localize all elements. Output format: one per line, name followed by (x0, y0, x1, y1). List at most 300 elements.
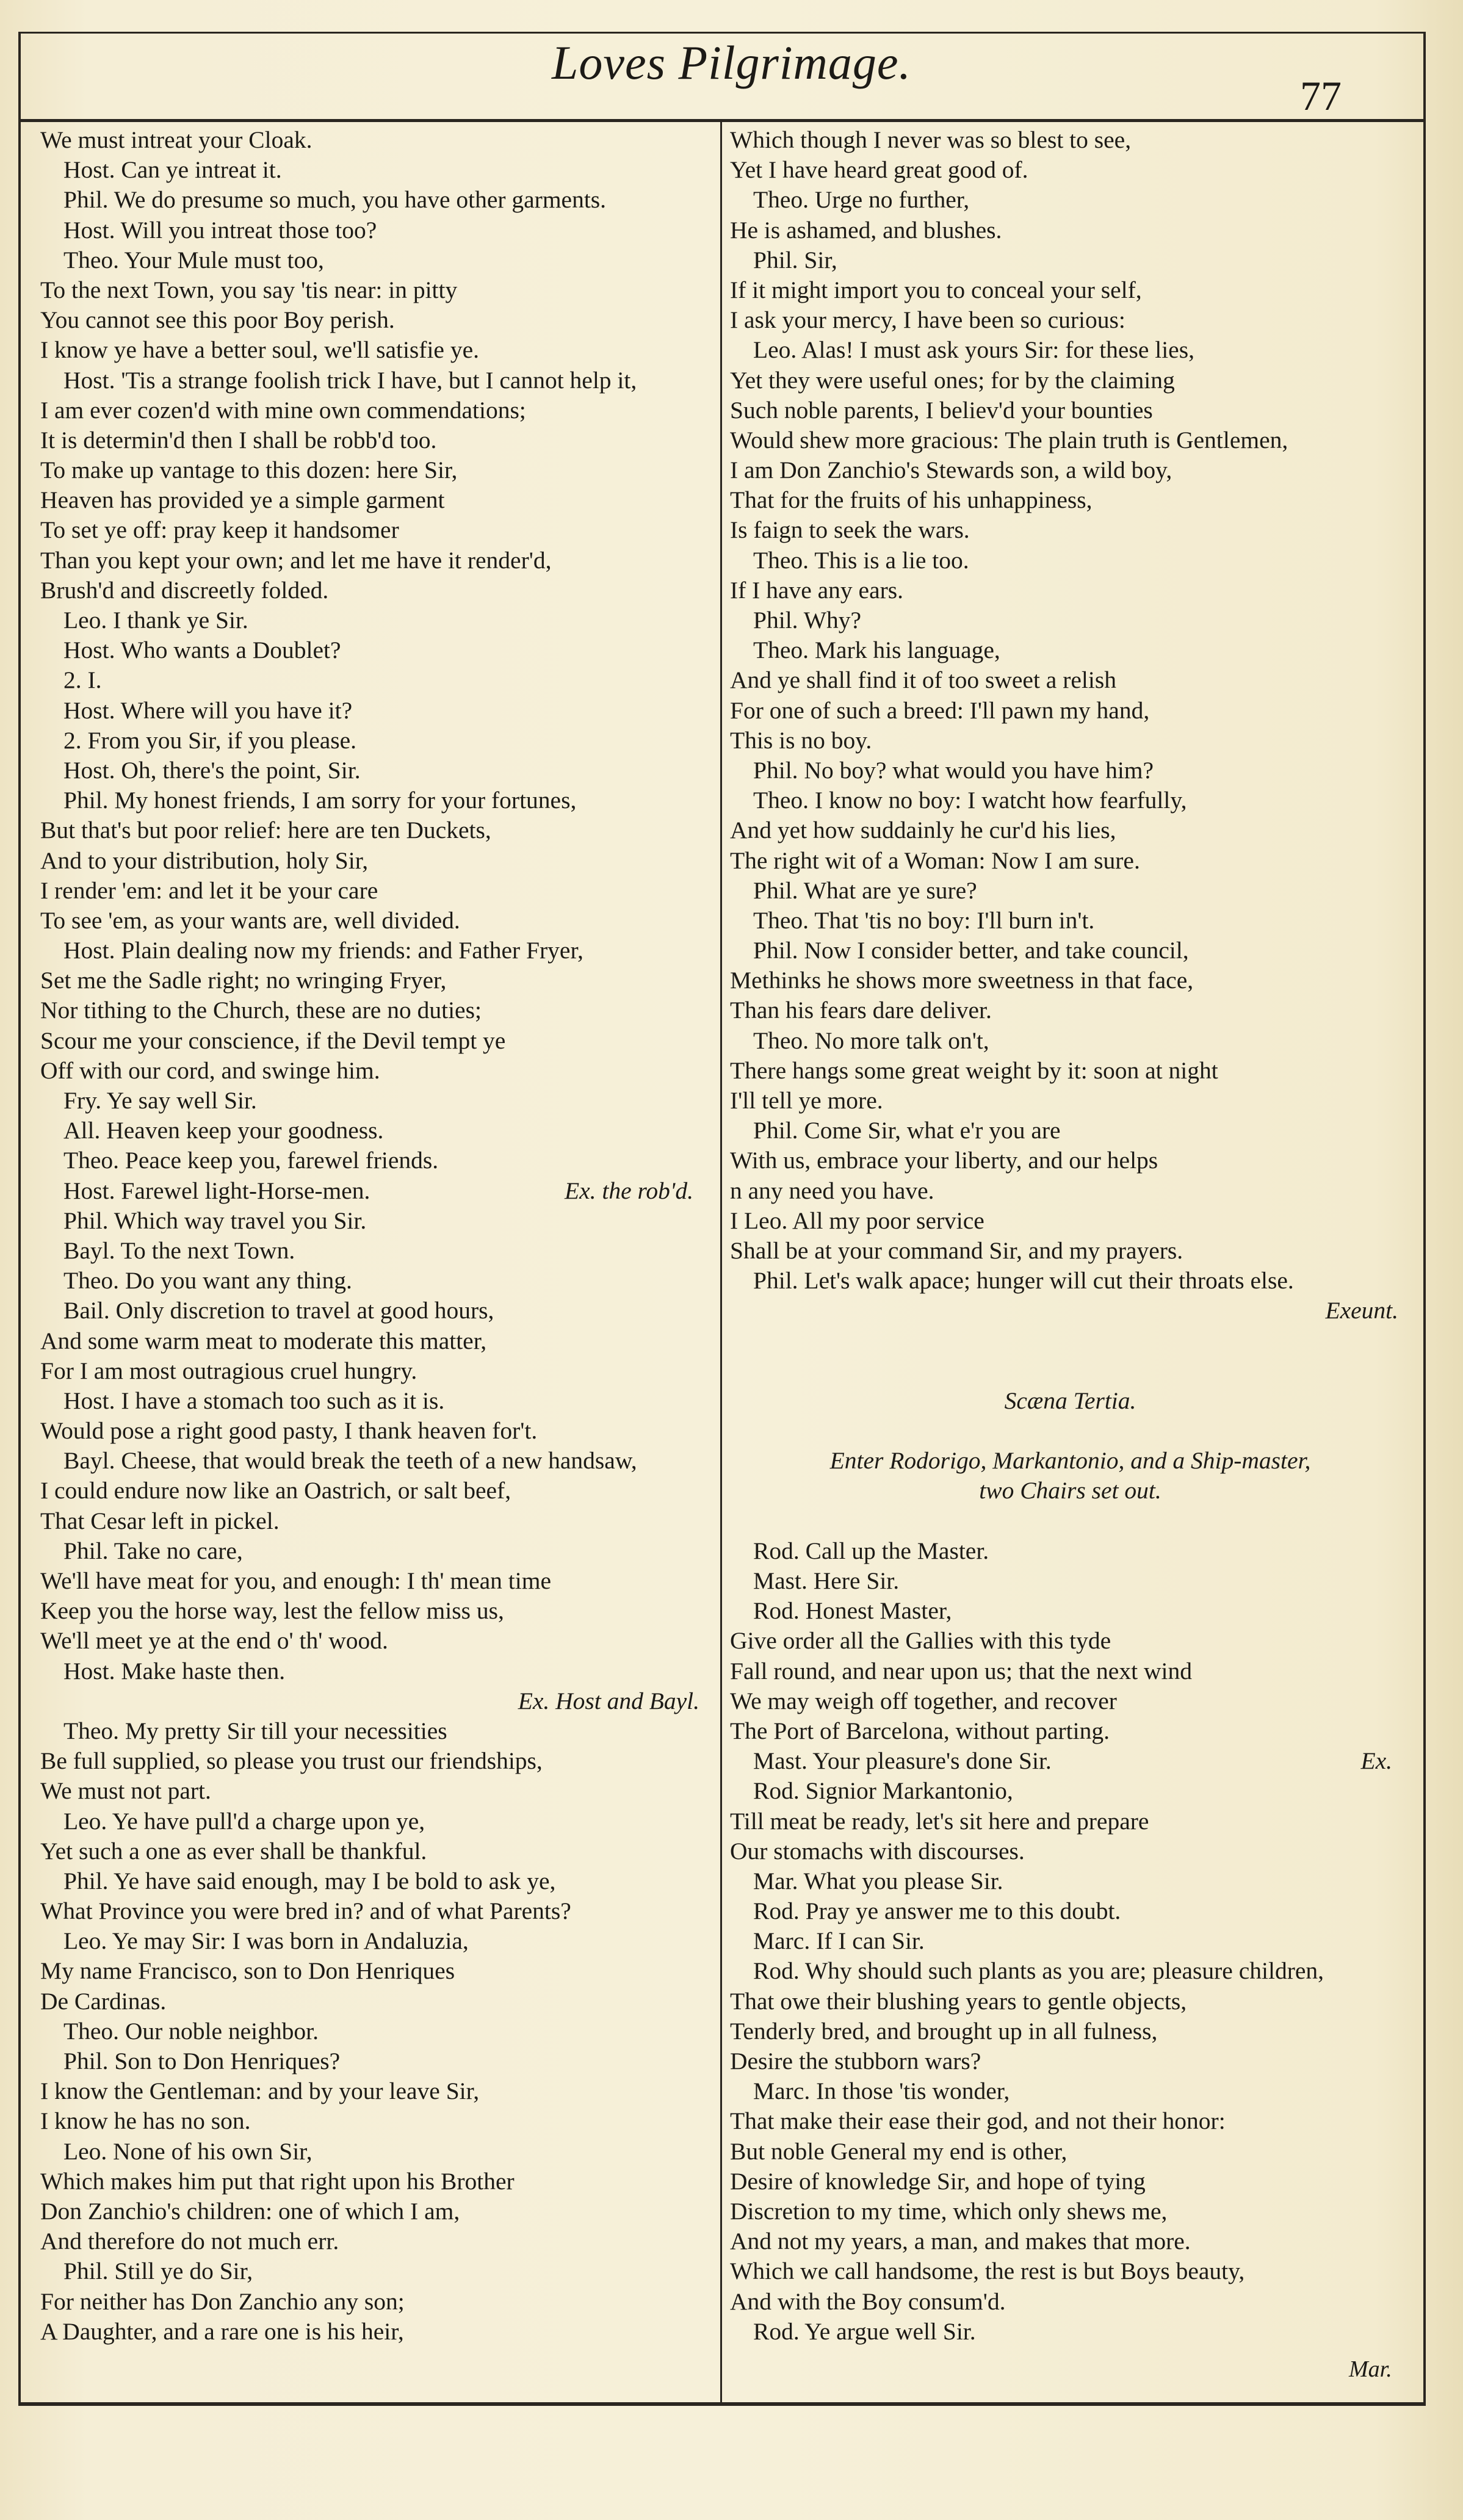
text-line (730, 1896, 1411, 1926)
text-line (730, 155, 1411, 185)
line-text: Host. Where will you have it? (63, 696, 353, 724)
line-text: Methinks he shows more sweetness in that face, (730, 967, 1194, 994)
text-line (40, 485, 712, 515)
line-text: All. Heaven keep your goodness. (63, 1117, 384, 1144)
line-text: Heaven has provided ye a simple garment (40, 486, 445, 514)
line-text: I'll tell ye more. (730, 1087, 883, 1114)
text-line (730, 515, 1411, 545)
line-text: For neither has Don Zanchio any son; (40, 2287, 405, 2315)
line-text: What Province you were bred in? and of what Parents? (40, 1897, 571, 1925)
line-text: Which though I never was so blest to see, (730, 126, 1132, 153)
text-line (40, 1176, 712, 1206)
text-line (730, 1686, 1411, 1716)
text-line (730, 1836, 1411, 1866)
text-line (40, 546, 712, 576)
text-line (730, 1236, 1411, 1266)
line-text: Phil. My honest friends, I am sorry for your fortunes, (63, 787, 577, 814)
line-text: Phil. Now I consider better, and take council, (753, 937, 1189, 964)
text-line (40, 1987, 712, 2016)
line-text: And with the Boy consum'd. (730, 2287, 1006, 2315)
left-column (40, 125, 712, 2347)
line-text: Exeunt. (1325, 1297, 1398, 1324)
line-text: Host. Oh, there's the point, Sir. (63, 756, 361, 784)
text-line (730, 1716, 1411, 1746)
line-text: My name Francisco, son to Don Henriques (40, 1957, 455, 1985)
text-line (730, 1416, 1411, 1446)
line-text: n any need you have. (730, 1177, 934, 1204)
line-text: To the next Town, you say 'tis near: in pitty (40, 276, 458, 303)
line-text: Theo. Peace keep you, farewel friends. (63, 1147, 439, 1174)
text-line (730, 906, 1411, 936)
line-text: Host. 'Tis a strange foolish trick I have, but I cannot help it, (63, 366, 637, 394)
line-text: We'll meet ye at the end o' th' wood. (40, 1627, 388, 1655)
catchword: Mar. (1349, 2356, 1392, 2382)
text-line (730, 1356, 1411, 1386)
text-line (730, 546, 1411, 576)
line-text: Rod. Call up the Master. (753, 1537, 989, 1564)
line-text: We may weigh off together, and recover (730, 1687, 1117, 1714)
line-text: I ask your mercy, I have been so curious: (730, 306, 1125, 334)
text-line (730, 756, 1411, 785)
line-text: That make their ease their god, and not their honor: (730, 2107, 1226, 2135)
line-text: 2. I. (63, 666, 102, 694)
line-text: If it might import you to conceal your self, (730, 276, 1142, 303)
text-line (40, 1776, 712, 1806)
line-text: Than his fears dare deliver. (730, 997, 992, 1024)
line-text: If I have any ears. (730, 576, 904, 604)
text-line (730, 245, 1411, 275)
text-line (40, 1746, 712, 1776)
line-text: Marc. In those 'tis wonder, (753, 2078, 1010, 2105)
line-text: Nor tithing to the Church, these are no duties; (40, 997, 482, 1024)
line-text: Phil. We do presume so much, you have other garments. (63, 186, 607, 214)
text-line (40, 1866, 712, 1896)
text-line (40, 576, 712, 605)
text-line (40, 455, 712, 485)
line-text: You cannot see this poor Boy perish. (40, 306, 395, 334)
line-text: Bayl. To the next Town. (63, 1237, 295, 1264)
text-line (730, 1386, 1411, 1416)
line-text: But noble General my end is other, (730, 2137, 1067, 2165)
text-line (40, 185, 712, 215)
text-line (40, 1807, 712, 1836)
text-line (40, 366, 712, 395)
text-line (40, 696, 712, 726)
text-line (730, 726, 1411, 756)
line-text: Which makes him put that right upon his Brother (40, 2167, 515, 2195)
line-text: 2. From you Sir, if you please. (63, 726, 357, 754)
text-line (730, 455, 1411, 485)
line-text: Phil. Sir, (753, 246, 837, 273)
line-text: Host. Plain dealing now my friends: and Father Fryer, (63, 937, 583, 964)
line-text: Host. Who wants a Doublet? (63, 637, 341, 664)
line-text: Our stomachs with discourses. (730, 1837, 1025, 1865)
text-line (730, 1086, 1411, 1116)
line-text: Theo. Our noble neighbor. (63, 2017, 319, 2045)
line-text: But that's but poor relief: here are ten Duckets, (40, 817, 491, 844)
line-text: Host. Will you intreat those too? (63, 216, 377, 244)
text-line (40, 1206, 712, 1236)
text-line (40, 1626, 712, 1656)
line-text: I am ever cozen'd with mine own commendations; (40, 396, 526, 424)
line-text: Host. Farewel light-Horse-men. (63, 1177, 370, 1204)
line-text: We'll have meat for you, and enough: I th' mean time (40, 1567, 552, 1594)
line-text: I am Don Zanchio's Stewards son, a wild boy, (730, 457, 1172, 484)
text-line (40, 785, 712, 815)
line-text: Rod. Signior Markantonio, (753, 1777, 1013, 1805)
text-line (40, 1656, 712, 1686)
text-line (40, 1956, 712, 1986)
text-line (730, 1987, 1411, 2016)
text-line (40, 155, 712, 185)
line-text: Theo. That 'tis no boy: I'll burn in't. (753, 906, 1095, 934)
line-text: Leo. Ye may Sir: I was born in Andaluzia, (63, 1927, 469, 1955)
line-text: For one of such a breed: I'll pawn my hand, (730, 696, 1150, 724)
text-line (730, 1746, 1411, 1776)
right-column (730, 125, 1411, 2347)
text-line (40, 425, 712, 455)
text-line (730, 1296, 1411, 1326)
line-text: That Cesar left in pickel. (40, 1507, 280, 1534)
line-text: Theo. Your Mule must too, (63, 246, 324, 273)
text-line (40, 2046, 712, 2076)
line-text: He is ashamed, and blushes. (730, 216, 1002, 244)
line-text: Till meat be ready, let's sit here and prepare (730, 1807, 1149, 1835)
line-text: Leo. I thank ye Sir. (63, 607, 248, 634)
line-text: Be full supplied, so please you trust our friendships, (40, 1747, 543, 1775)
line-text: A Daughter, and a rare one is his heir, (40, 2317, 404, 2345)
text-line (40, 1026, 712, 1056)
text-line (730, 2016, 1411, 2046)
text-line (730, 1566, 1411, 1596)
text-line (40, 245, 712, 275)
text-line (730, 2317, 1411, 2347)
text-line (40, 1506, 712, 1536)
text-line (730, 1206, 1411, 1236)
line-text: Host. Make haste then. (63, 1657, 286, 1684)
line-text: Yet such a one as ever shall be thankful. (40, 1837, 427, 1865)
line-text: Phil. Take no care, (63, 1537, 243, 1564)
text-line (730, 2226, 1411, 2256)
line-text: I render 'em: and let it be your care (40, 876, 378, 904)
text-line (730, 815, 1411, 845)
text-line (40, 275, 712, 305)
text-line (730, 1116, 1411, 1146)
text-line (40, 515, 712, 545)
text-line (730, 1056, 1411, 1086)
line-text: Give order all the Gallies with this tyde (730, 1627, 1111, 1655)
line-text: Don Zanchio's children: one of which I am, (40, 2197, 460, 2225)
text-line (730, 966, 1411, 995)
line-text: And therefore do not much err. (40, 2228, 339, 2255)
text-line (730, 335, 1411, 365)
text-line (730, 2076, 1411, 2106)
text-line (40, 1056, 712, 1086)
line-text: To see 'em, as your wants are, well divided. (40, 906, 460, 934)
text-line (40, 1116, 712, 1146)
text-line (730, 1026, 1411, 1056)
text-line (730, 185, 1411, 215)
text-line (40, 2076, 712, 2106)
line-text: Theo. My pretty Sir till your necessities (63, 1717, 447, 1744)
text-line (730, 215, 1411, 245)
line-text: Desire of knowledge Sir, and hope of tying (730, 2167, 1146, 2195)
text-line (40, 1476, 712, 1506)
text-line (730, 696, 1411, 726)
line-text: Theo. Do you want any thing. (63, 1267, 352, 1294)
line-text: Phil. Ye have said enough, may I be bold to ask ye, (63, 1867, 556, 1894)
text-line (40, 635, 712, 665)
text-line (730, 275, 1411, 305)
text-line (40, 726, 712, 756)
text-line (730, 2106, 1411, 2136)
line-text: It is determin'd then I shall be robb'd too. (40, 426, 437, 453)
line-text: Phil. Let's walk apace; hunger will cut their throats else. (753, 1267, 1294, 1294)
line-text: Mast. Your pleasure's done Sir. (753, 1747, 1052, 1775)
line-text: Host. Can ye intreat it. (63, 156, 282, 184)
line-text: Bail. Only discretion to travel at good hours, (63, 1297, 494, 1324)
text-line (40, 1266, 712, 1296)
text-line (40, 1086, 712, 1116)
line-text: Host. I have a stomach too such as it is. (63, 1387, 445, 1414)
line-text: The Port of Barcelona, without parting. (730, 1717, 1110, 1744)
line-text: Phil. Still ye do Sir, (63, 2258, 253, 2285)
text-line (40, 215, 712, 245)
line-text: Fall round, and near upon us; that the next wind (730, 1657, 1192, 1684)
line-text: Fry. Ye say well Sir. (63, 1087, 257, 1114)
line-text: We must intreat your Cloak. (40, 126, 312, 153)
text-line (730, 605, 1411, 635)
running-title: Loves Pilgrimage. (552, 36, 911, 89)
line-text: This is no boy. (730, 726, 872, 754)
line-text: Rod. Ye argue well Sir. (753, 2317, 976, 2345)
line-text: two Chairs set out. (979, 1477, 1161, 1504)
text-line (40, 395, 712, 425)
line-text: That owe their blushing years to gentle objects, (730, 1987, 1187, 2015)
line-text: Tenderly bred, and brought up in all fulness, (730, 2017, 1158, 2045)
line-text: Brush'd and discreetly folded. (40, 576, 329, 604)
line-text: Phil. Son to Don Henriques? (63, 2048, 341, 2074)
text-line (730, 1656, 1411, 1686)
line-text: Phil. Come Sir, what e'r you are (753, 1117, 1061, 1144)
text-line (730, 2167, 1411, 2197)
line-text: Scour me your conscience, if the Devil tempt ye (40, 1027, 506, 1054)
stage-direction: Ex. (1360, 1747, 1392, 1775)
line-text: Scæna Tertia. (1004, 1387, 1136, 1414)
line-text: I know he has no son. (40, 2107, 251, 2135)
text-line (730, 665, 1411, 695)
text-line (40, 2197, 712, 2226)
line-text: Phil. Why? (753, 607, 862, 634)
line-text: Set me the Sadle right; no wringing Fryer, (40, 967, 447, 994)
line-text: Rod. Pray ye answer me to this doubt. (753, 1897, 1121, 1925)
text-line (40, 876, 712, 906)
line-text: And not my years, a man, and makes that more. (730, 2228, 1191, 2255)
text-line (730, 846, 1411, 876)
line-text: Theo. This is a lie too. (753, 546, 969, 574)
line-text: Leo. Alas! I must ask yours Sir: for these lies, (753, 336, 1194, 364)
line-text: Such noble parents, I believ'd your bounties (730, 396, 1153, 424)
line-text: The right wit of a Woman: Now I am sure. (730, 847, 1140, 874)
text-line (40, 1926, 712, 1956)
line-text: And yet how suddainly he cur'd his lies, (730, 817, 1116, 844)
line-text: And ye shall find it of too sweet a relish (730, 666, 1116, 694)
line-text: Mast. Here Sir. (753, 1567, 900, 1594)
text-line (730, 485, 1411, 515)
line-text: Rod. Honest Master, (753, 1597, 952, 1625)
line-text: Discretion to my time, which only shews me, (730, 2197, 1168, 2225)
text-line (40, 1536, 712, 1566)
text-line (40, 1236, 712, 1266)
text-line (40, 966, 712, 995)
stage-direction: Ex. the rob'd. (564, 1177, 693, 1204)
text-line (730, 1326, 1411, 1356)
text-line (730, 1266, 1411, 1296)
line-text: De Cardinas. (40, 1987, 167, 2015)
line-text: And to your distribution, holy Sir, (40, 847, 369, 874)
line-text: That for the fruits of his unhappiness, (730, 486, 1093, 514)
text-line (730, 936, 1411, 966)
text-line (40, 1356, 712, 1386)
text-line (730, 785, 1411, 815)
line-text: Theo. Urge no further, (753, 186, 970, 214)
line-text: Off with our cord, and swinge him. (40, 1056, 380, 1084)
text-line (730, 1476, 1411, 1506)
text-line (730, 876, 1411, 906)
page-number: 77 (1300, 73, 1342, 119)
text-line (40, 815, 712, 845)
text-line (40, 1596, 712, 1626)
text-line (40, 1386, 712, 1416)
text-line (730, 1626, 1411, 1656)
text-line (40, 995, 712, 1025)
text-line (730, 425, 1411, 455)
line-text: Desire the stubborn wars? (730, 2048, 981, 2074)
text-line (40, 1716, 712, 1746)
text-line (730, 1596, 1411, 1626)
text-line (730, 2197, 1411, 2226)
text-line (730, 995, 1411, 1025)
text-line (730, 1536, 1411, 1566)
line-text: Enter Rodorigo, Markantonio, and a Ship-master, (829, 1447, 1311, 1475)
text-line (40, 2226, 712, 2256)
column-divider (720, 122, 722, 2402)
text-line (40, 665, 712, 695)
text-line (40, 936, 712, 966)
line-text: To make up vantage to this dozen: here Sir, (40, 457, 458, 484)
text-line (40, 1146, 712, 1175)
line-text: Phil. Which way travel you Sir. (63, 1207, 367, 1234)
text-line (730, 1176, 1411, 1206)
line-text: I know ye have a better soul, we'll satisfie ye. (40, 336, 479, 364)
text-line (730, 2287, 1411, 2317)
text-line (40, 1326, 712, 1356)
text-line (40, 1836, 712, 1866)
line-text: Would shew more gracious: The plain truth is Gentlemen, (730, 426, 1288, 453)
text-line (730, 2137, 1411, 2167)
text-line (730, 366, 1411, 395)
line-text: Phil. What are ye sure? (753, 876, 977, 904)
text-line (40, 335, 712, 365)
line-text: Leo. Ye have pull'd a charge upon ye, (63, 1807, 425, 1835)
line-text: Yet I have heard great good of. (730, 156, 1028, 184)
line-text: With us, embrace your liberty, and our helps (730, 1147, 1158, 1174)
line-text: Would pose a right good pasty, I thank heaven for't. (40, 1417, 538, 1445)
text-line (40, 2287, 712, 2317)
text-line (730, 1776, 1411, 1806)
text-line (730, 576, 1411, 605)
line-text: Mar. What you please Sir. (753, 1867, 1003, 1894)
text-line (40, 2016, 712, 2046)
text-line (40, 1296, 712, 1326)
text-line (40, 2167, 712, 2197)
text-line (40, 2256, 712, 2286)
text-line (730, 1807, 1411, 1836)
text-line (40, 846, 712, 876)
text-line (730, 1506, 1411, 1536)
text-line (730, 1146, 1411, 1175)
text-line (730, 125, 1411, 155)
line-text: For I am most outragious cruel hungry. (40, 1357, 417, 1384)
text-line (730, 1446, 1411, 1476)
line-text: There hangs some great weight by it: soon at night (730, 1056, 1218, 1084)
text-line (730, 2256, 1411, 2286)
text-line (40, 1416, 712, 1446)
text-line (730, 395, 1411, 425)
line-text: Phil. No boy? what would you have him? (753, 756, 1154, 784)
text-line (40, 605, 712, 635)
line-text: Which we call handsome, the rest is but Boys beauty, (730, 2258, 1245, 2285)
text-line (40, 1566, 712, 1596)
text-line (40, 2317, 712, 2347)
line-text: Theo. Mark his language, (753, 637, 1000, 664)
text-line (40, 2137, 712, 2167)
line-text: Shall be at your command Sir, and my prayers. (730, 1237, 1183, 1264)
line-text: I could endure now like an Oastrich, or salt beef, (40, 1477, 511, 1504)
text-line (730, 1926, 1411, 1956)
line-text: Yet they were useful ones; for by the claiming (730, 366, 1175, 394)
text-line (730, 635, 1411, 665)
line-text: We must not part. (40, 1777, 211, 1805)
text-line (40, 756, 712, 785)
text-line (40, 125, 712, 155)
text-line (40, 1446, 712, 1476)
text-line (730, 1866, 1411, 1896)
line-text: I know the Gentleman: and by your leave Sir, (40, 2078, 480, 2105)
text-line (730, 1956, 1411, 1986)
line-text: Theo. I know no boy: I watcht how fearfully, (753, 787, 1187, 814)
line-text: Bayl. Cheese, that would break the teeth of a new handsaw, (63, 1447, 637, 1475)
line-text: Marc. If I can Sir. (753, 1927, 925, 1955)
line-text: And some warm meat to moderate this matter, (40, 1327, 487, 1354)
line-text: Rod. Why should such plants as you are; pleasure children, (753, 1957, 1324, 1985)
line-text: Than you kept your own; and let me have it render'd, (40, 546, 552, 574)
text-line (730, 305, 1411, 335)
text-line (40, 2106, 712, 2136)
line-text: Keep you the horse way, lest the fellow miss us, (40, 1597, 504, 1625)
text-line (730, 2046, 1411, 2076)
line-text: Is faign to seek the wars. (730, 516, 970, 544)
line-text: To set ye off: pray keep it handsomer (40, 516, 399, 544)
text-line (40, 906, 712, 936)
text-line (40, 305, 712, 335)
line-text: I Leo. All my poor service (730, 1207, 984, 1234)
line-text: Leo. None of his own Sir, (63, 2137, 312, 2165)
line-text: Theo. No more talk on't, (753, 1027, 989, 1054)
line-text: Ex. Host and Bayl. (518, 1687, 699, 1714)
text-line (40, 1686, 712, 1716)
text-line (40, 1896, 712, 1926)
